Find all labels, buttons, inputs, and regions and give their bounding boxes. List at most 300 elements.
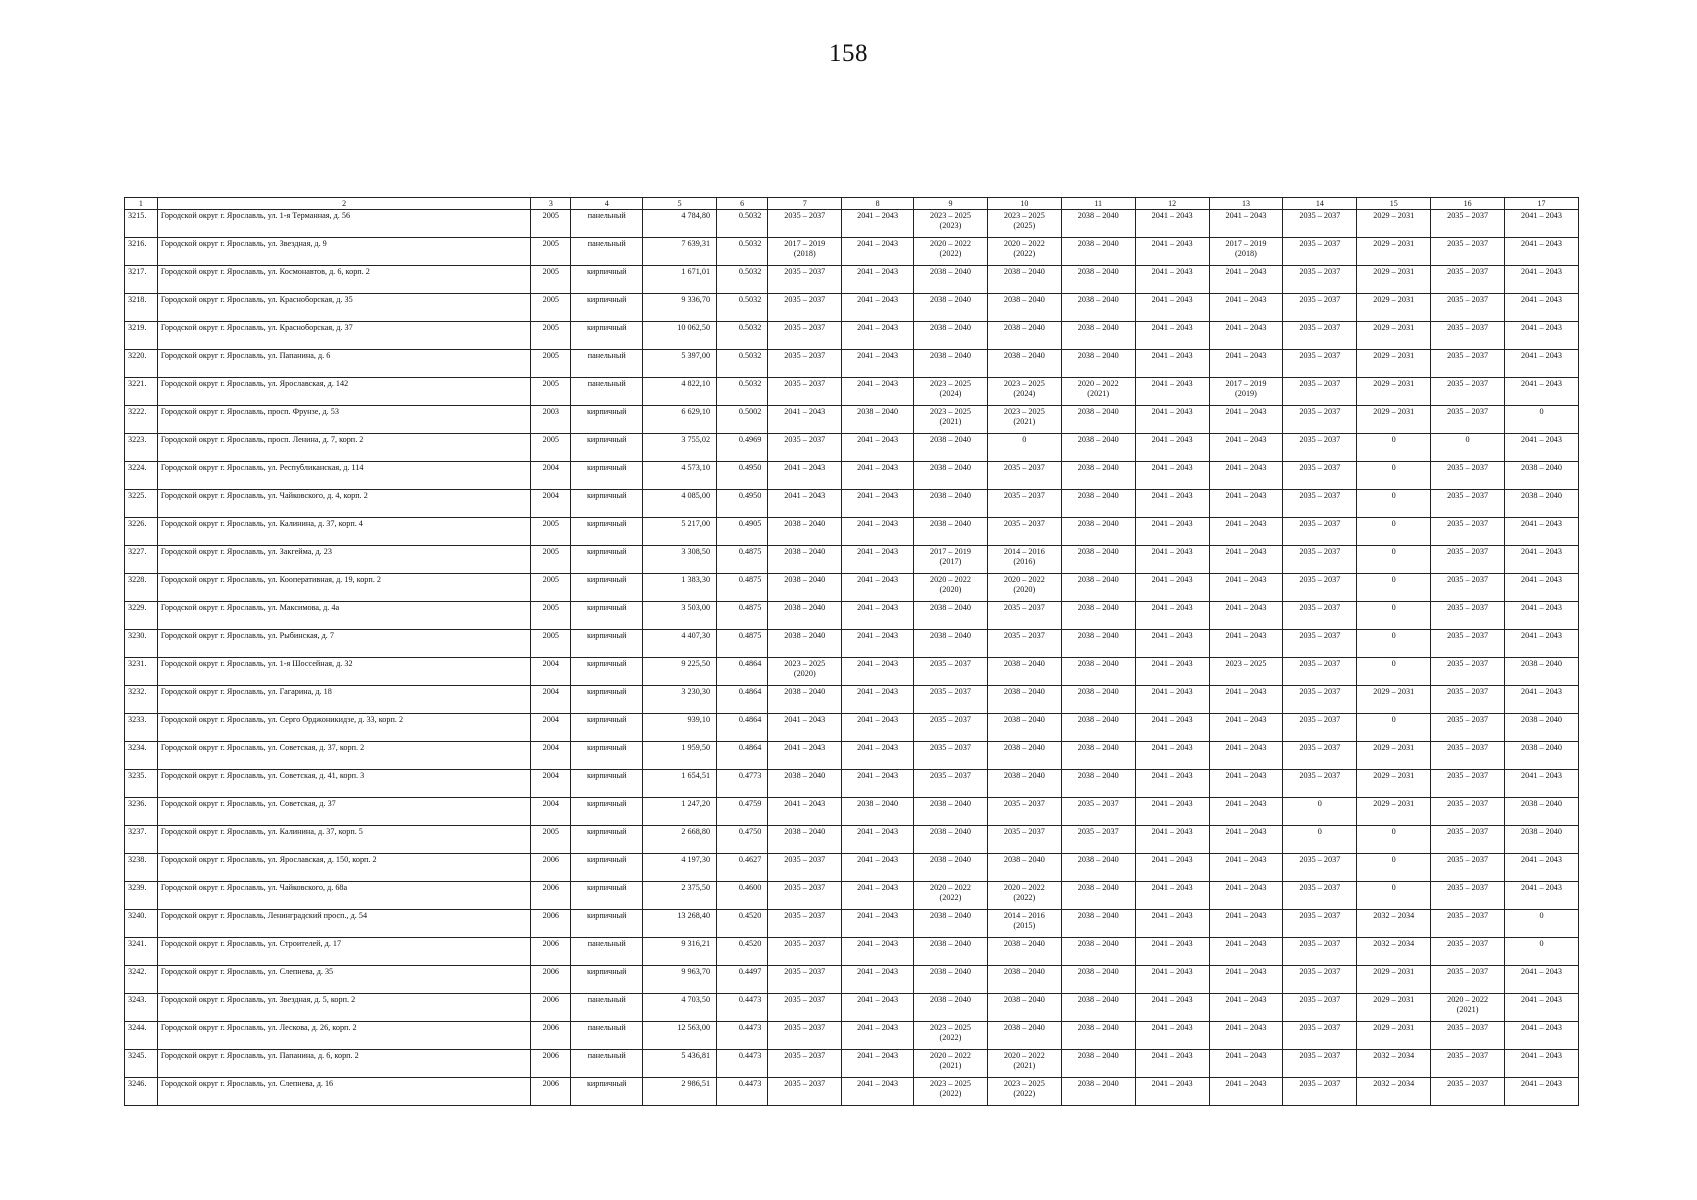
table-cell: 2005 (531, 294, 571, 322)
table-cell: кирпичный (571, 546, 643, 574)
table-cell: 2035 – 2037 (1431, 910, 1505, 938)
table-cell: 0.5032 (717, 266, 768, 294)
column-header-15: 15 (1357, 198, 1431, 210)
table-cell: 2041 – 2043 (1135, 294, 1209, 322)
table-row (125, 966, 1579, 994)
column-header-16: 16 (1431, 198, 1505, 210)
table-cell: 3 230,30 (643, 686, 717, 714)
table-cell: 2020 – 2022 (2020) (987, 574, 1061, 602)
table-cell: 2029 – 2031 (1357, 966, 1431, 994)
table-cell: кирпичный (571, 1078, 643, 1106)
table-cell: 2035 – 2037 (1283, 210, 1357, 238)
table-cell: 0.5032 (717, 322, 768, 350)
table-cell: 2035 – 2037 (768, 1050, 842, 1078)
table-cell: 0.5032 (717, 210, 768, 238)
table-cell: 3217. (125, 266, 158, 294)
table-cell: 2041 – 2043 (1209, 770, 1283, 798)
table-row (125, 350, 1579, 378)
table-cell: 2035 – 2037 (1283, 574, 1357, 602)
table-cell: 3226. (125, 518, 158, 546)
table-cell: 2038 – 2040 (987, 350, 1061, 378)
table-cell: 2038 – 2040 (1061, 406, 1135, 434)
table-cell: 2 668,80 (643, 826, 717, 854)
table-cell: Городской округ г. Ярославль, просп. Фрунзе, д. 53 (157, 406, 531, 434)
table-cell: 2041 – 2043 (768, 714, 842, 742)
table-row (125, 938, 1579, 966)
table-cell: 2041 – 2043 (1505, 322, 1579, 350)
table-cell: 2029 – 2031 (1357, 350, 1431, 378)
table-cell: 2041 – 2043 (1135, 630, 1209, 658)
table-cell: 0.4950 (717, 490, 768, 518)
table-cell: 2041 – 2043 (842, 714, 914, 742)
table-cell: 2035 – 2037 (1283, 602, 1357, 630)
table-cell: 2029 – 2031 (1357, 322, 1431, 350)
table-cell: 3 755,02 (643, 434, 717, 462)
table-cell: Городской округ г. Ярославль, ул. 1-я Терманная, д. 56 (157, 210, 531, 238)
table-cell: 3244. (125, 1022, 158, 1050)
column-header-6: 6 (717, 198, 768, 210)
table-cell: 0.4864 (717, 714, 768, 742)
table-cell: 2035 – 2037 (1431, 350, 1505, 378)
table-row (125, 742, 1579, 770)
table-cell: 2035 – 2037 (1431, 882, 1505, 910)
table-cell: кирпичный (571, 490, 643, 518)
table-cell: 2 986,51 (643, 1078, 717, 1106)
table-cell: 2038 – 2040 (1061, 602, 1135, 630)
table-cell: Городской округ г. Ярославль, ул. Космонавтов, д. 6, корп. 2 (157, 266, 531, 294)
table-cell: 2041 – 2043 (1505, 1050, 1579, 1078)
table-cell: 2035 – 2037 (1283, 686, 1357, 714)
table-cell: 2041 – 2043 (1135, 406, 1209, 434)
table-cell: 4 703,50 (643, 994, 717, 1022)
table-cell: 2006 (531, 882, 571, 910)
table-cell: 0 (1357, 574, 1431, 602)
table-cell: 2035 – 2037 (1283, 882, 1357, 910)
table-cell: 2006 (531, 910, 571, 938)
table-cell: 2041 – 2043 (1135, 574, 1209, 602)
table-cell: 2038 – 2040 (1505, 658, 1579, 686)
table-cell: 2035 – 2037 (768, 1078, 842, 1106)
table-cell: 2035 – 2037 (1431, 602, 1505, 630)
table-cell: 0 (1431, 434, 1505, 462)
table-cell: 2041 – 2043 (842, 1050, 914, 1078)
table-cell: 3241. (125, 938, 158, 966)
table-cell: 2041 – 2043 (842, 350, 914, 378)
table-cell: Городской округ г. Ярославль, ул. Красноборская, д. 37 (157, 322, 531, 350)
table-cell: 0 (1505, 406, 1579, 434)
table-row (125, 658, 1579, 686)
table-cell: 9 963,70 (643, 966, 717, 994)
table-cell: 2041 – 2043 (842, 546, 914, 574)
table-cell: 2035 – 2037 (987, 826, 1061, 854)
table-cell: 10 062,50 (643, 322, 717, 350)
table-cell: 2006 (531, 854, 571, 882)
table-cell: 2014 – 2016 (2016) (987, 546, 1061, 574)
table-cell: 2023 – 2025 (2021) (914, 406, 988, 434)
table-cell: 2041 – 2043 (842, 266, 914, 294)
table-cell: Городской округ г. Ярославль, ул. Папанина, д. 6, корп. 2 (157, 1050, 531, 1078)
table-cell: 2004 (531, 714, 571, 742)
table-cell: 2023 – 2025 (2022) (914, 1078, 988, 1106)
table-cell: 0 (1283, 798, 1357, 826)
table-cell: 2035 – 2037 (1283, 1022, 1357, 1050)
table-cell: 3228. (125, 574, 158, 602)
table-cell: панельный (571, 350, 643, 378)
column-header-13: 13 (1209, 198, 1283, 210)
table-cell: 2038 – 2040 (1061, 490, 1135, 518)
table-row (125, 406, 1579, 434)
table-cell: 2041 – 2043 (1209, 602, 1283, 630)
table-cell: 2041 – 2043 (842, 686, 914, 714)
column-header-7: 7 (768, 198, 842, 210)
table-row (125, 826, 1579, 854)
table-cell: 2006 (531, 966, 571, 994)
table-cell: 2041 – 2043 (1135, 1078, 1209, 1106)
table-cell: 2035 – 2037 (1431, 378, 1505, 406)
table-cell: 2038 – 2040 (914, 994, 988, 1022)
table-cell: 3 503,00 (643, 602, 717, 630)
table-cell: 2035 – 2037 (1283, 1050, 1357, 1078)
table-cell: 2035 – 2037 (1283, 966, 1357, 994)
table-cell: 0 (1283, 826, 1357, 854)
table-cell: 2035 – 2037 (1283, 910, 1357, 938)
table-cell: 3240. (125, 910, 158, 938)
table-cell: 3223. (125, 434, 158, 462)
table-cell: 2023 – 2025 (2025) (987, 210, 1061, 238)
table-cell: 2035 – 2037 (768, 938, 842, 966)
table-cell: 2029 – 2031 (1357, 238, 1431, 266)
table-cell: 2038 – 2040 (914, 910, 988, 938)
table-cell: 3245. (125, 1050, 158, 1078)
table-cell: 2041 – 2043 (842, 378, 914, 406)
table-cell: 2029 – 2031 (1357, 210, 1431, 238)
table-cell: 2035 – 2037 (768, 210, 842, 238)
table-cell: 2023 – 2025 (1209, 658, 1283, 686)
table-cell: 0.4875 (717, 630, 768, 658)
table-cell: 2035 – 2037 (1283, 462, 1357, 490)
table-cell: 2041 – 2043 (768, 462, 842, 490)
table-cell: 2029 – 2031 (1357, 378, 1431, 406)
table-cell: 2041 – 2043 (1209, 938, 1283, 966)
column-header-5: 5 (643, 198, 717, 210)
table-cell: Городской округ г. Ярославль, ул. Папанина, д. 6 (157, 350, 531, 378)
table-cell: 2005 (531, 350, 571, 378)
table-cell: 2014 – 2016 (2015) (987, 910, 1061, 938)
table-cell: 2038 – 2040 (1061, 994, 1135, 1022)
column-header-14: 14 (1283, 198, 1357, 210)
table-cell: 2041 – 2043 (1505, 1078, 1579, 1106)
table-cell: кирпичный (571, 966, 643, 994)
table-cell: 2035 – 2037 (1283, 770, 1357, 798)
table-cell: 0 (1357, 434, 1431, 462)
table-cell: 2041 – 2043 (1135, 854, 1209, 882)
table-cell: 2041 – 2043 (1135, 350, 1209, 378)
table-cell: 2035 – 2037 (1431, 1022, 1505, 1050)
table-cell: 2038 – 2040 (768, 602, 842, 630)
table-cell: кирпичный (571, 602, 643, 630)
table-cell: 2041 – 2043 (1505, 574, 1579, 602)
table-cell: 0.4950 (717, 462, 768, 490)
table-cell: 939,10 (643, 714, 717, 742)
table-cell: 0.4905 (717, 518, 768, 546)
table-cell: 3232. (125, 686, 158, 714)
table-cell: 1 959,50 (643, 742, 717, 770)
table-cell: Городской округ г. Ярославль, ул. Лескова, д. 26, корп. 2 (157, 1022, 531, 1050)
table-cell: 1 383,30 (643, 574, 717, 602)
table-cell: 2035 – 2037 (987, 490, 1061, 518)
table-cell: 2035 – 2037 (1283, 742, 1357, 770)
table-cell: 2035 – 2037 (1283, 294, 1357, 322)
table-cell: 2035 – 2037 (1431, 686, 1505, 714)
table-cell: 2038 – 2040 (1061, 742, 1135, 770)
table-cell: 2005 (531, 434, 571, 462)
table-row (125, 602, 1579, 630)
table-cell: 2005 (531, 518, 571, 546)
table-cell: Городской округ г. Ярославль, ул. Чайковского, д. 4, корп. 2 (157, 490, 531, 518)
table-cell: 2041 – 2043 (1135, 266, 1209, 294)
table-cell: 2035 – 2037 (1061, 798, 1135, 826)
table-cell: 2041 – 2043 (1135, 714, 1209, 742)
table-cell: 2038 – 2040 (1061, 210, 1135, 238)
column-header-1: 1 (125, 198, 158, 210)
table-cell: 2041 – 2043 (1135, 1022, 1209, 1050)
table-cell: 2035 – 2037 (987, 630, 1061, 658)
table-cell: 2041 – 2043 (1505, 266, 1579, 294)
table-cell: Городской округ г. Ярославль, ул. Кооперативная, д. 19, корп. 2 (157, 574, 531, 602)
table-cell: 0 (1505, 938, 1579, 966)
table-cell: 2041 – 2043 (842, 602, 914, 630)
table-cell: 2041 – 2043 (1135, 938, 1209, 966)
table-cell: 2035 – 2037 (1431, 266, 1505, 294)
table-cell: 2035 – 2037 (1431, 826, 1505, 854)
table-cell: 2038 – 2040 (768, 630, 842, 658)
table-cell: 0.5002 (717, 406, 768, 434)
table-row (125, 882, 1579, 910)
table-cell: 2023 – 2025 (2024) (914, 378, 988, 406)
table-row (125, 294, 1579, 322)
table-cell: 2038 – 2040 (987, 1022, 1061, 1050)
table-cell: 0 (1357, 490, 1431, 518)
table-cell: 2035 – 2037 (768, 294, 842, 322)
table-cell: 2035 – 2037 (1431, 210, 1505, 238)
table-cell: 2038 – 2040 (1061, 238, 1135, 266)
housing-table-container (124, 197, 1579, 1106)
table-cell: кирпичный (571, 574, 643, 602)
table-cell: 2035 – 2037 (1431, 630, 1505, 658)
table-row (125, 462, 1579, 490)
table-cell: Городской округ г. Ярославль, просп. Ленина, д. 7, корп. 2 (157, 434, 531, 462)
table-cell: кирпичный (571, 910, 643, 938)
table-cell: панельный (571, 938, 643, 966)
table-cell: 2041 – 2043 (1209, 994, 1283, 1022)
table-cell: 2041 – 2043 (1135, 798, 1209, 826)
table-cell: 2041 – 2043 (1209, 322, 1283, 350)
table-cell: кирпичный (571, 462, 643, 490)
table-cell: 2041 – 2043 (1505, 686, 1579, 714)
table-cell: 3218. (125, 294, 158, 322)
table-cell: 2041 – 2043 (1209, 798, 1283, 826)
table-cell: 0.4473 (717, 1078, 768, 1106)
table-cell: Городской округ г. Ярославль, ул. Рыбинская, д. 7 (157, 630, 531, 658)
table-cell: 2041 – 2043 (1135, 770, 1209, 798)
table-cell: 2041 – 2043 (1209, 1078, 1283, 1106)
table-cell: 2035 – 2037 (1283, 518, 1357, 546)
table-cell: 2035 – 2037 (1283, 854, 1357, 882)
table-cell: 3238. (125, 854, 158, 882)
table-cell: 2038 – 2040 (987, 714, 1061, 742)
table-cell: 0.4864 (717, 742, 768, 770)
table-cell: 2041 – 2043 (1505, 966, 1579, 994)
table-cell: 2038 – 2040 (768, 826, 842, 854)
table-cell: 2038 – 2040 (987, 742, 1061, 770)
table-cell: 2041 – 2043 (1135, 686, 1209, 714)
table-cell: 2020 – 2022 (2022) (987, 882, 1061, 910)
table-cell: 2004 (531, 686, 571, 714)
table-cell: 2038 – 2040 (1061, 294, 1135, 322)
table-row (125, 574, 1579, 602)
table-cell: 0 (1357, 826, 1431, 854)
table-cell: 2035 – 2037 (1283, 322, 1357, 350)
table-cell: 2041 – 2043 (842, 490, 914, 518)
table-cell: 2041 – 2043 (1209, 966, 1283, 994)
table-cell: Городской округ г. Ярославль, ул. Республиканская, д. 114 (157, 462, 531, 490)
table-cell: 4 784,80 (643, 210, 717, 238)
table-cell: кирпичный (571, 658, 643, 686)
table-cell: 2035 – 2037 (1431, 714, 1505, 742)
table-cell: 2038 – 2040 (1061, 966, 1135, 994)
table-row (125, 238, 1579, 266)
table-cell: 2041 – 2043 (1209, 714, 1283, 742)
table-cell: 2035 – 2037 (1283, 378, 1357, 406)
table-cell: Городской округ г. Ярославль, Ленинградский просп., д. 54 (157, 910, 531, 938)
table-cell: 0.4520 (717, 910, 768, 938)
table-cell: 2029 – 2031 (1357, 742, 1431, 770)
table-row (125, 854, 1579, 882)
table-cell: 2038 – 2040 (914, 322, 988, 350)
table-cell: 2038 – 2040 (914, 630, 988, 658)
table-cell: 2032 – 2034 (1357, 1078, 1431, 1106)
table-cell: 3233. (125, 714, 158, 742)
table-row (125, 1050, 1579, 1078)
table-cell: 2020 – 2022 (2022) (914, 238, 988, 266)
table-cell: 2035 – 2037 (1431, 770, 1505, 798)
table-cell: 0.4497 (717, 966, 768, 994)
table-cell: 2017 – 2019 (2018) (1209, 238, 1283, 266)
table-cell: 2035 – 2037 (1431, 238, 1505, 266)
table-cell: 2020 – 2022 (2021) (987, 1050, 1061, 1078)
table-cell: 2041 – 2043 (1135, 490, 1209, 518)
table-cell: 2041 – 2043 (1209, 686, 1283, 714)
table-cell: 2017 – 2019 (2017) (914, 546, 988, 574)
table-cell: 2035 – 2037 (1431, 294, 1505, 322)
table-cell: 0.4864 (717, 658, 768, 686)
table-row (125, 518, 1579, 546)
table-row (125, 490, 1579, 518)
column-header-10: 10 (987, 198, 1061, 210)
table-row (125, 798, 1579, 826)
table-cell: Городской округ г. Ярославль, ул. Ярославская, д. 150, корп. 2 (157, 854, 531, 882)
table-cell: Городской округ г. Ярославль, ул. Советская, д. 37 (157, 798, 531, 826)
table-cell: 2038 – 2040 (1061, 1050, 1135, 1078)
table-row (125, 210, 1579, 238)
table-cell: 2038 – 2040 (914, 798, 988, 826)
table-cell: 2023 – 2025 (2024) (987, 378, 1061, 406)
table-cell: 2004 (531, 770, 571, 798)
table-cell: 2038 – 2040 (914, 938, 988, 966)
table-cell: 2041 – 2043 (1209, 406, 1283, 434)
table-cell: 2035 – 2037 (1431, 518, 1505, 546)
table-cell: 2041 – 2043 (842, 742, 914, 770)
table-cell: 2005 (531, 630, 571, 658)
table-cell: 2038 – 2040 (1061, 1022, 1135, 1050)
table-cell: 2038 – 2040 (914, 462, 988, 490)
table-cell: 2041 – 2043 (1135, 1050, 1209, 1078)
table-cell: 2035 – 2037 (1061, 826, 1135, 854)
table-cell: 2035 – 2037 (768, 322, 842, 350)
table-cell: 2020 – 2022 (2021) (914, 1050, 988, 1078)
table-cell: 2041 – 2043 (1505, 630, 1579, 658)
table-cell: 2035 – 2037 (1431, 742, 1505, 770)
table-cell: 5 397,00 (643, 350, 717, 378)
table-cell: 2038 – 2040 (1505, 714, 1579, 742)
table-cell: 2041 – 2043 (768, 406, 842, 434)
table-cell: 2035 – 2037 (914, 686, 988, 714)
column-header-4: 4 (571, 198, 643, 210)
table-cell: 2035 – 2037 (768, 378, 842, 406)
table-cell: 2004 (531, 658, 571, 686)
table-cell: 0.4875 (717, 574, 768, 602)
table-cell: 0 (1357, 882, 1431, 910)
table-cell: 3234. (125, 742, 158, 770)
table-cell: 2041 – 2043 (1135, 462, 1209, 490)
table-cell: 3221. (125, 378, 158, 406)
table-cell: 2006 (531, 1050, 571, 1078)
table-cell: 0.4969 (717, 434, 768, 462)
table-cell: 2041 – 2043 (1209, 882, 1283, 910)
table-cell: 0.4773 (717, 770, 768, 798)
table-cell: 2035 – 2037 (1431, 574, 1505, 602)
table-cell: 2038 – 2040 (1061, 266, 1135, 294)
table-row (125, 378, 1579, 406)
table-cell: 3220. (125, 350, 158, 378)
table-cell: 2020 – 2022 (2021) (1431, 994, 1505, 1022)
table-cell: 2038 – 2040 (914, 266, 988, 294)
table-cell: 2035 – 2037 (1431, 1078, 1505, 1106)
table-cell: Городской округ г. Ярославль, ул. Слепнева, д. 35 (157, 966, 531, 994)
table-cell: 2005 (531, 266, 571, 294)
table-cell: 3229. (125, 602, 158, 630)
table-cell: 3237. (125, 826, 158, 854)
table-cell: 1 654,51 (643, 770, 717, 798)
table-cell: 2038 – 2040 (768, 770, 842, 798)
table-cell: Городской округ г. Ярославль, ул. 1-я Шоссейная, д. 32 (157, 658, 531, 686)
table-cell: 13 268,40 (643, 910, 717, 938)
table-cell: 2038 – 2040 (1061, 770, 1135, 798)
table-cell: 0 (1357, 714, 1431, 742)
table-row (125, 770, 1579, 798)
table-cell: 2041 – 2043 (1505, 882, 1579, 910)
table-cell: 1 247,20 (643, 798, 717, 826)
table-cell: 9 316,21 (643, 938, 717, 966)
table-cell: Городской округ г. Ярославль, ул. Строителей, д. 17 (157, 938, 531, 966)
table-row (125, 910, 1579, 938)
table-cell: 2035 – 2037 (914, 770, 988, 798)
table-cell: 2004 (531, 490, 571, 518)
table-cell: 2041 – 2043 (1505, 210, 1579, 238)
table-cell: 2023 – 2025 (2023) (914, 210, 988, 238)
table-cell: 2035 – 2037 (768, 266, 842, 294)
table-cell: 2038 – 2040 (1061, 322, 1135, 350)
